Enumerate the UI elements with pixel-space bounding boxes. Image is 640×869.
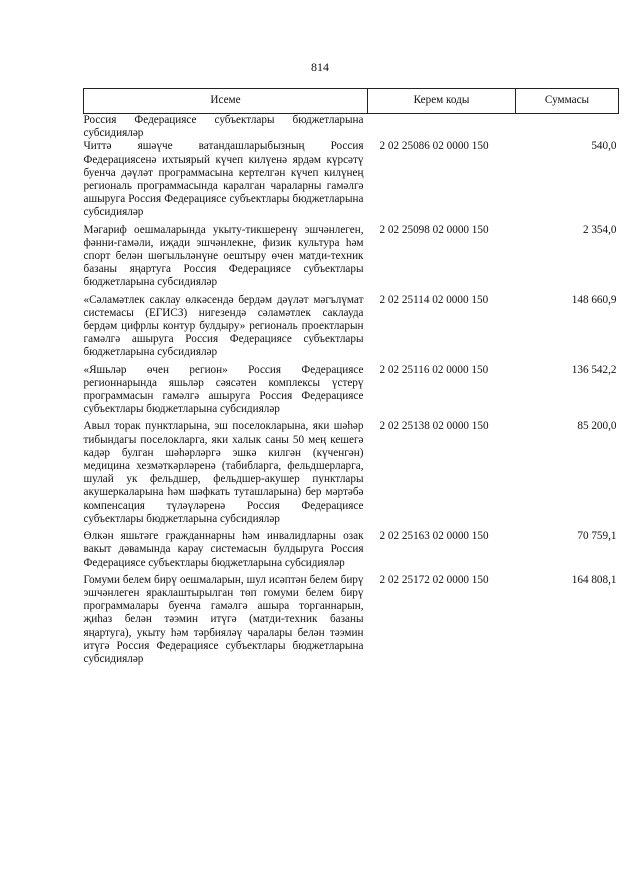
table-row xyxy=(84,360,619,417)
table-row xyxy=(84,570,619,666)
row-code: 2 02 25116 02 0000 150 xyxy=(379,363,489,376)
row-name: «Сәламәтлек саклау өлкәсендә бердәм дәүләт мәгълүмат системасы (ЕГИСЗ) нигезендә сәламәтлек саклауда бердәм цифрлы контур булдыру» региональ проектларын гамәлгә ашыруга Россия Федерациясе субъектлары бюджетларына субсидияләр xyxy=(83,293,364,359)
row-name: «Яшьләр өчен регион» Россия Федерациясе регионнарында яшьләр сәясәтен комплексы үстерү программасын гамәлгә ашыруга Россия Федерациясе субъектлары бюджетларына субсидияләр xyxy=(83,363,364,416)
table-row xyxy=(84,416,619,526)
header-code: Керем коды xyxy=(368,89,516,114)
row-code xyxy=(368,114,516,141)
row-name: Өлкән яшьтәге гражданнарны һәм инвалидларны озак вакыт дәвамында карау системасын булдыруга Россия Федерациясе субъектлары бюджетларына субсидияләр xyxy=(83,530,364,569)
header-amount: Суммасы xyxy=(516,89,619,114)
table-header-row xyxy=(84,89,619,114)
row-amount: 2 354,0 xyxy=(582,223,617,236)
row-code: 2 02 25114 02 0000 150 xyxy=(379,293,489,306)
row-code: 2 02 25163 02 0000 150 xyxy=(379,530,489,543)
row-code: 2 02 25086 02 0000 150 xyxy=(379,140,489,153)
row-code: 2 02 25138 02 0000 150 xyxy=(379,420,489,433)
row-code: 2 02 25172 02 0000 150 xyxy=(379,573,489,586)
row-name: Авыл торак пунктларына, эш поселокларына, яки шәһәр тибындагы поселокларга, яки халык саны 50 мең кешегә кадәр булган шәһәрләргә эшкә килгән (күченгән) медицина хезмәткәрләренә (табибларга, фельдшерларга, шулай ук фельдшер, фельдшер-акушер пунктлары акушеркаларына һәм шәфкать туташларына) бер мәртәбә компенсация түләүләренә Россия Федерациясе субъектлары бюджетларына субсидияләр xyxy=(83,420,364,525)
header-name: Исеме xyxy=(84,89,368,114)
row-name: Россия Федерациясе субъектлары бюджетларына субсидияләр xyxy=(83,114,364,140)
row-name: Читтә яшәүче ватандашларыбызның Россия Федерациясенә ихтыярый күчеп килүенә ярдәм күрсәтү буенча дәүләт программасына кертелгән күчеп килүнең региональ программасында каралган чараларны гамәлгә ашыруга Россия Федерациясе субъектлары бюджетларына субсидияләр xyxy=(83,140,364,219)
table-row xyxy=(84,114,619,141)
row-amount: 540,0 xyxy=(591,140,617,153)
row-name: Гомуми белем бирү оешмаларын, шул исәптән белем бирү эшчәнлеген яраклаштырылган төп гомуми белем бирү программалары буенча гамәлгә ашыра торганнарын, җиһаз белән тәэмин итүгә (матди-техник базаны яңартуга), укыту һәм тәрбияләү чаралары белән тәэмин итүгә Россия Федерациясе субъектлары бюджетларына субсидияләр xyxy=(83,573,364,665)
table-row xyxy=(84,290,619,360)
page-number: 814 xyxy=(311,60,329,74)
row-amount: 85 200,0 xyxy=(577,420,617,433)
budget-subsidies-table xyxy=(83,88,619,666)
row-amount: 148 660,9 xyxy=(571,293,617,306)
table-row xyxy=(84,526,619,570)
table-row xyxy=(84,140,619,219)
row-amount: 136 542,2 xyxy=(571,363,617,376)
table-row xyxy=(84,220,619,290)
row-code: 2 02 25098 02 0000 150 xyxy=(379,223,489,236)
row-amount: 70 759,1 xyxy=(577,530,617,543)
row-name: Мәгариф оешмаларында укыту-тикшеренү эшчәнлеген, фәнни-гамәли, иҗади эшчәнлекне, физик культура һәм спорт белән шөгыльләнүне оештыру өчен матди-техник базаны яңартуга Россия Федерациясе субъектлары бюджетларына субсидияләр xyxy=(83,223,364,289)
row-amount xyxy=(516,114,619,141)
row-amount: 164 808,1 xyxy=(571,573,617,586)
